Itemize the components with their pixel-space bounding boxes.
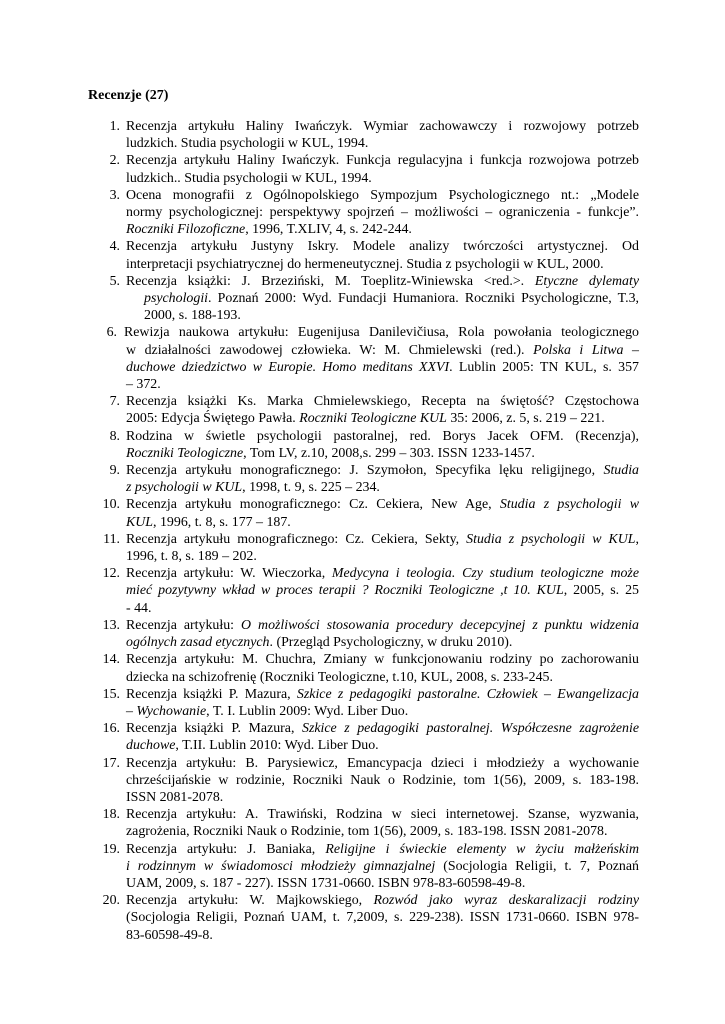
review-item-line: Recenzja artykułu: W. Wieczorka, Medycyna i teologia. Czy studium teologiczne może <box>126 566 639 582</box>
review-item-line: z psychologii w KUL, 1998, t. 9, s. 225 – 234. <box>126 480 380 496</box>
review-item-text <box>126 720 639 754</box>
review-item-line: - 44. <box>126 600 152 616</box>
review-item-line: Roczniki Filozoficzne, 1996, T.XLIV, 4, s. 242-244. <box>126 222 412 238</box>
review-item-text <box>126 841 639 893</box>
review-item-line: chrześcijańskie w rodzinie, Roczniki Nauk o Rodzinie, tom 1(56), 2009, s. 183-198. <box>126 772 639 788</box>
review-item-text <box>126 496 639 530</box>
review-item-text <box>126 617 639 651</box>
review-item <box>0 462 725 496</box>
review-item-text <box>126 393 639 427</box>
review-item-line: ludzkich.. Studia psychologii w KUL, 1994. <box>126 170 372 186</box>
review-item-number: 8. <box>109 428 120 444</box>
review-item <box>0 565 725 617</box>
review-item-line: Recenzja książki P. Mazura, Szkice z pedagogiki pastoralne. Człowiek – Ewangelizacja <box>126 686 639 702</box>
section-heading: Recenzje (27) <box>88 88 169 103</box>
review-item-text <box>126 892 639 944</box>
review-item-line: – Wychowanie, T. I. Lublin 2009: Wyd. Liber Duo. <box>126 703 409 719</box>
review-item-line: Recenzja artykułu: O możliwości stosowania procedury decepcyjnej z punktu widzenia <box>126 617 639 633</box>
review-item-line: interpretacji psychiatrycznej do hermeneutycznej. Studia z psychologii w KUL, 2000. <box>126 256 604 272</box>
review-item-number: 15. <box>102 686 120 702</box>
review-item-line: (Socjologia Religii, Poznań UAM, t. 7,2009, s. 229-238). ISSN 1731-0660. ISBN 978- <box>126 910 639 926</box>
review-item <box>0 152 725 186</box>
review-item <box>0 720 725 754</box>
review-item <box>0 187 725 239</box>
review-item-number: 19. <box>102 841 120 857</box>
review-item-line: Recenzja artykułu: B. Parysiewicz, Emancypacja dzieci i młodzieży a wychowanie <box>126 755 639 771</box>
review-item-line: Recenzja artykułu Haliny Iwańczyk. Funkcja regulacyjna i funkcja rozwojowa potrzeb <box>126 153 639 169</box>
review-item <box>0 651 725 685</box>
review-item-text <box>126 238 639 272</box>
review-item-line: Recenzja artykułu: J. Baniaka, Religijne i świeckie elementy w życiu małżeńskim <box>126 841 639 857</box>
review-item-line: duchowe, T.II. Lublin 2010: Wyd. Liber Duo. <box>126 738 379 754</box>
review-item-line: – 372. <box>126 377 161 393</box>
review-item-line: 2000, s. 188-193. <box>144 308 241 324</box>
review-item-line: Recenzja artykułu Haliny Iwańczyk. Wymiar zachowawczy i rozwojowy potrzeb <box>126 119 639 134</box>
review-item-text <box>126 651 639 685</box>
review-item <box>0 428 725 462</box>
review-item-text <box>126 273 639 325</box>
review-item-line: mieć pozytywny wkład w proces terapii ? Roczniki Teologiczne ,t 10. KUL, 2005, s. 25 <box>126 583 639 599</box>
review-item <box>0 755 725 807</box>
review-item-text <box>126 755 639 807</box>
review-item-text <box>126 462 639 496</box>
review-item-number: 10. <box>102 497 120 513</box>
review-item-line: duchowe dziedzictwo w Europie. Homo meditans XXVI. Lublin 2005: TN KUL, s. 357 <box>126 359 639 375</box>
review-item <box>0 496 725 530</box>
review-item-line: ludzkich. Studia psychologii w KUL, 1994. <box>126 136 369 152</box>
review-item <box>0 273 725 325</box>
review-item-line: 83-60598-49-8. <box>126 927 213 943</box>
review-item-number: 5. <box>109 273 120 289</box>
review-item-number: 7. <box>109 394 120 410</box>
review-item-text <box>126 428 639 462</box>
review-item-line: Recenzja artykułu: W. Majkowskiego, Rozwód jako wyraz deskaralizacji rodziny <box>126 893 640 909</box>
review-item-line: zagrożenia, Roczniki Nauk o Rodzinie, tom 1(56), 2009, s. 183-198. ISSN 2081-2078. <box>126 824 608 840</box>
review-item-line: dziecka na schizofrenię (Roczniki Teologiczne, t.10, KUL, 2008, s. 233-245. <box>126 669 553 685</box>
review-item <box>0 238 725 272</box>
review-item-line: Recenzja artykułu monograficznego: J. Szymołon, Specyfika lęku religijnego, Studia <box>126 463 639 479</box>
review-item-line: Ocena monografii z Ogólnopolskiego Sympozjum Psychologicznego nt.: „Modele <box>126 187 639 203</box>
review-item-line: i rodzinnym w świadomosci młodzieży gimnazjalnej (Socjologia Religii, t. 7, Poznań <box>126 858 639 874</box>
review-item-line: Recenzja książki Ks. Marka Chmielewskiego, Recepta na świętość? Częstochowa <box>126 394 639 410</box>
review-item-number: 9. <box>109 463 120 479</box>
review-item-number: 18. <box>102 807 120 823</box>
review-item-text <box>126 565 639 617</box>
review-item-line: Rewizja naukowa artykułu: Eugenijusa Danilevičiusa, Rola powołania teologicznego <box>124 325 639 341</box>
review-list <box>0 118 725 944</box>
review-item-number: 3. <box>109 187 120 203</box>
review-item-number: 17. <box>102 755 120 771</box>
review-item-text <box>126 187 639 239</box>
review-item <box>0 892 725 944</box>
review-item <box>0 118 725 152</box>
review-item <box>0 806 725 840</box>
review-item <box>0 841 725 893</box>
review-item-line: 2005: Edycja Świętego Pawła. Roczniki Teologiczne KUL 35: 2006, z. 5, s. 219 – 221. <box>126 411 605 427</box>
review-item <box>0 393 725 427</box>
review-item-line: Recenzja książki: J. Brzeziński, M. Toeplitz-Winiewska <red.>. Etyczne dylematy <box>126 273 639 289</box>
review-item-line: Recenzja artykułu monograficznego: Cz. Cekiera, New Age, Studia z psychologii w <box>126 497 639 513</box>
review-item-line: Recenzja artykułu Justyny Iskry. Modele analizy twórczości artystycznej. Od <box>126 239 639 255</box>
review-item-line: Recenzja książki P. Mazura, Szkice z pedagogiki pastoralnej. Współczesne zagrożenie <box>126 721 639 737</box>
review-item-text <box>126 118 639 152</box>
review-item-text <box>126 806 639 840</box>
review-item-text <box>126 531 639 565</box>
review-item-line: ISSN 2081-2078. <box>126 789 224 805</box>
review-item-line: Recenzja artykułu: A. Trawiński, Rodzina w sieci internetowej. Szanse, wyzwania, <box>126 807 639 823</box>
review-item-line: UAM, 2009, s. 187 - 227). ISSN 1731-0660. ISBN 978-83-60598-49-8. <box>126 875 526 891</box>
review-item-number: 13. <box>102 617 120 633</box>
review-item <box>0 617 725 651</box>
review-item-line: Roczniki Teologiczne, Tom LV, z.10, 2008,s. 299 – 303. ISSN 1233-1457. <box>126 445 535 461</box>
review-item <box>0 324 725 393</box>
review-item-line: Rodzina w świetle psychologii pastoralnej, red. Borys Jacek OFM. (Recenzja), <box>126 428 639 444</box>
review-item-line: KUL, 1996, t. 8, s. 177 – 187. <box>126 514 291 530</box>
review-item-number: 16. <box>102 721 120 737</box>
review-item-text <box>126 324 639 393</box>
review-item <box>0 686 725 720</box>
review-item-number: 12. <box>102 566 120 582</box>
review-item-line: normy psychologicznej: perspektywy spojrzeń – możliwości – ograniczenia - funkcje”. <box>126 205 639 221</box>
review-item-line: 1996, t. 8, s. 189 – 202. <box>126 549 257 565</box>
review-item-number: 1. <box>109 119 120 134</box>
review-item-number: 2. <box>109 153 120 169</box>
review-item <box>0 531 725 565</box>
review-item-line: Recenzja artykułu: M. Chuchra, Zmiany w funkcjonowaniu rodziny po zachorowaniu <box>126 652 639 668</box>
review-item-number: 20. <box>102 893 120 909</box>
review-item-number: 11. <box>103 531 120 547</box>
review-item-line: psychologii. Poznań 2000: Wyd. Fundacji Humaniora. Roczniki Psychologiczne, T.3, <box>144 291 639 307</box>
review-item-text <box>126 686 639 720</box>
review-item-line: ogólnych zasad etycznych. (Przegląd Psychologiczny, w druku 2010). <box>126 635 513 651</box>
review-item-text <box>126 152 639 186</box>
review-item-line: w działalności zawodowej człowieka. W: M. Chmielewski (red.). Polska i Litwa – <box>126 342 639 358</box>
review-item-number: 4. <box>109 239 120 255</box>
review-item-number: 14. <box>102 652 120 668</box>
review-item-number: 6. <box>106 325 117 341</box>
review-item-line: Recenzja artykułu monograficznego: Cz. Cekiera, Sekty, Studia z psychologii w KUL, <box>126 531 639 547</box>
